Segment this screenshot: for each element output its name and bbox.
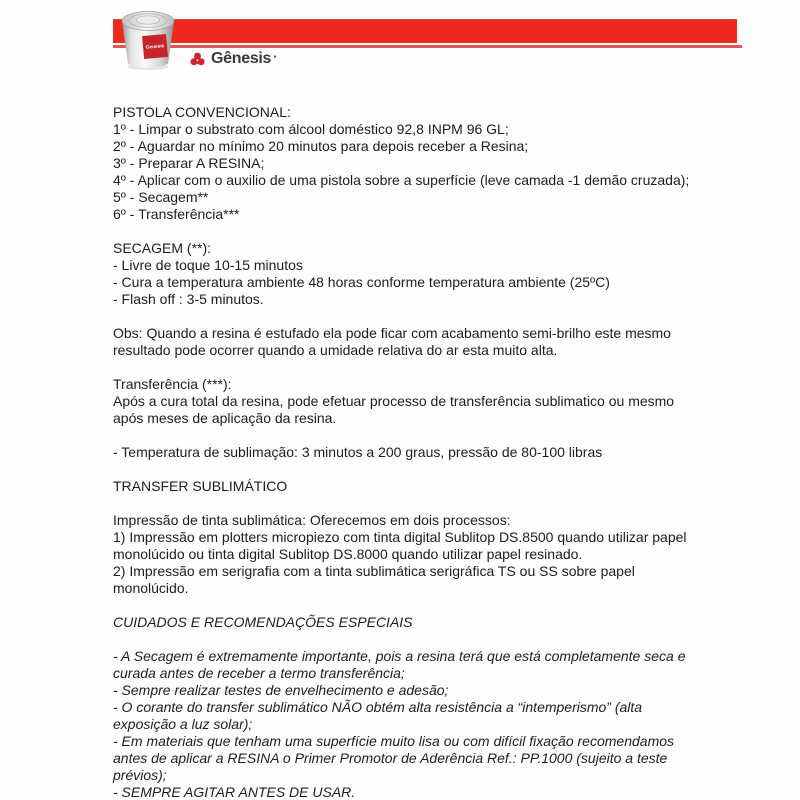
text-line: Após a cura total da resina, pode efetuar processo de transferência sublimatico ou mesmo xyxy=(113,393,675,409)
text-line: - Flash off : 3-5 minutos. xyxy=(113,291,264,307)
brand-banner xyxy=(113,19,737,43)
text-line: - A Secagem é extremamente importante, pois a resina terá que está completamente seca e xyxy=(113,648,686,664)
section-heading: Transferência (***): xyxy=(113,376,232,392)
section-heading: CUIDADOS E RECOMENDAÇÕES ESPECIAIS xyxy=(113,614,413,630)
text-line: resultado pode ocorrer quando a umidade relativa do ar esta muito alta. xyxy=(113,342,558,358)
text-line: 1º - Limpar o substrato com álcool doméstico 92,8 INPM 96 GL; xyxy=(113,121,509,137)
brand-trademark-dot: · xyxy=(273,48,278,64)
section-transferencia xyxy=(113,376,773,427)
text-line: - Sempre realizar testes de envelhecimento e adesão; xyxy=(113,682,449,698)
text-line: - Temperatura de sublimação: 3 minutos a 200 graus, pressão de 80-100 libras xyxy=(113,444,603,460)
text-line: 2) Impressão em serigrafia com a tinta sublimática serigráfica TS ou SS sobre papel xyxy=(113,563,635,579)
text-line: 4º - Aplicar com o auxilio de uma pistola sobre a superfície (leve camada -1 demão cruzada); xyxy=(113,172,690,188)
brand-logo xyxy=(190,50,278,68)
section-cuidados-heading xyxy=(113,614,773,631)
section-pistola-convencional xyxy=(113,104,773,223)
section-heading: PISTOLA CONVENCIONAL: xyxy=(113,104,291,120)
text-line: 1) Impressão em plotters micropiezo com tinta digital Sublitop DS.8500 quando utilizar papel xyxy=(113,529,687,545)
text-line: Impressão de tinta sublimática: Oferecemos em dois processos: xyxy=(113,512,511,528)
text-line: - O corante do transfer sublimático NÃO obtém alta resistência a “intemperismo” (alta xyxy=(113,699,643,715)
text-line: após meses de aplicação da resina. xyxy=(113,410,337,426)
text-line: antes de aplicar a RESINA o Primer Promotor de Aderência Ref.: PP.1000 (sujeito a teste xyxy=(113,750,668,766)
text-line: Obs: Quando a resina é estufado ela pode ficar com acabamento semi-brilho este mesmo xyxy=(113,325,671,341)
text-line: 5º - Secagem** xyxy=(113,189,209,205)
text-line: - SEMPRE AGITAR ANTES DE USAR. xyxy=(113,784,356,800)
section-temperatura-sublimacao xyxy=(113,444,773,461)
text-line: 6º - Transferência*** xyxy=(113,206,240,222)
section-heading: SECAGEM (**): xyxy=(113,240,212,256)
section-secagem xyxy=(113,240,773,308)
genesis-clover-icon xyxy=(190,52,205,67)
bucket-illustration xyxy=(116,5,180,71)
text-line: monolúcido ou tinta digital Sublitop DS.8000 quando utilizar papel resinado. xyxy=(113,546,583,562)
product-bucket-image xyxy=(116,5,180,71)
text-line: - Livre de toque 10-15 minutos xyxy=(113,257,303,273)
section-heading: TRANSFER SUBLIMÁTICO xyxy=(113,478,288,494)
text-line: prévios); xyxy=(113,767,167,783)
text-line: 2º - Aguardar no mínimo 20 minutos para depois receber a Resina; xyxy=(113,138,529,154)
text-line: exposição a luz solar); xyxy=(113,716,253,732)
text-line: curada antes de receber a termo transferência; xyxy=(113,665,405,681)
document-body xyxy=(113,104,773,800)
section-observacao xyxy=(113,325,773,359)
section-cuidados-lista xyxy=(113,648,773,800)
text-line: - Em materiais que tenham uma superfície muito lisa ou com difícil fixação recomendamos xyxy=(113,733,675,749)
text-line: monolúcido. xyxy=(113,580,189,596)
text-line: 3º - Preparar A RESINA; xyxy=(113,155,265,171)
section-impressao xyxy=(113,512,773,597)
bucket-label-text: Genesis xyxy=(145,44,165,51)
brand-banner-underline xyxy=(113,45,742,48)
text-line: - Cura a temperatura ambiente 48 horas conforme temperatura ambiente (25ºC) xyxy=(113,274,610,290)
section-transfer-sublimatico xyxy=(113,478,773,495)
brand-name: Gênesis xyxy=(211,50,272,67)
